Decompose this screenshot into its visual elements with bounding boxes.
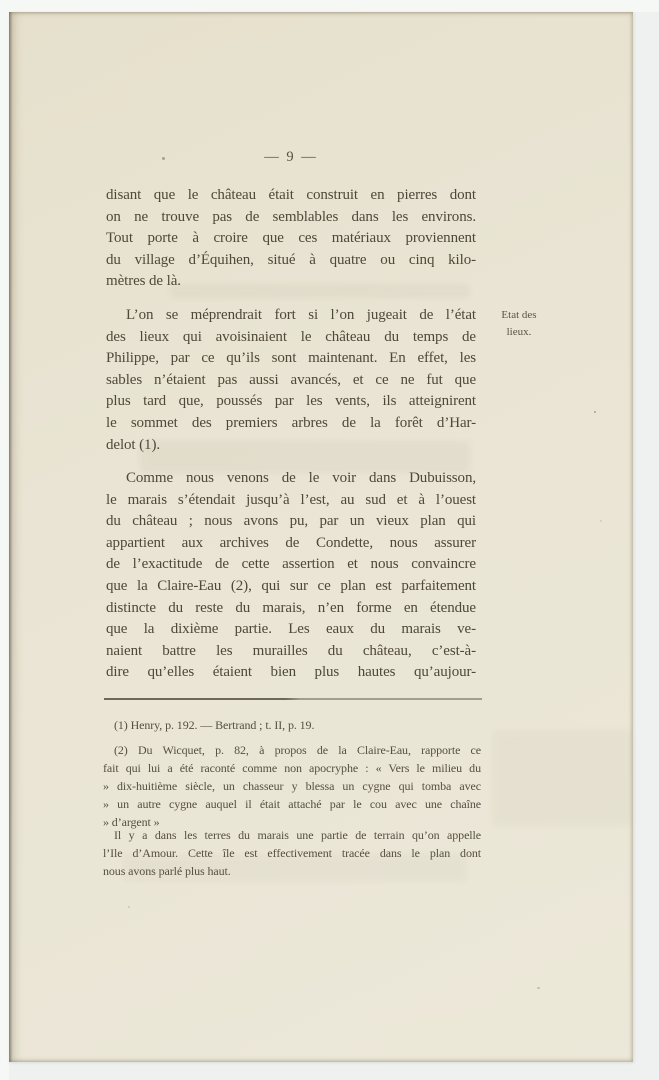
text-line: naient battre les murailles du château, c’est-à- bbox=[106, 642, 476, 659]
paper-speck bbox=[594, 411, 596, 413]
text-line: » d’argent » bbox=[103, 815, 160, 829]
text-line: Etat des bbox=[501, 309, 537, 321]
text-line: le sommet des premiers arbres de la forêt d’Har- bbox=[106, 414, 476, 431]
text-line: dire qu’elles étaient bien plus hautes qu’aujour- bbox=[106, 664, 476, 681]
text-line: nous avons parlé plus haut. bbox=[103, 864, 231, 878]
text-line: » un autre cygne auquel il était attaché par le cou avec une chaîne bbox=[103, 797, 481, 811]
text-line: Tout porte à croire que ces matériaux proviennent bbox=[106, 230, 476, 247]
text-line: le marais s’étendait jusqu’à l’est, au sud et à l’ouest bbox=[106, 491, 476, 508]
scan-top-margin bbox=[0, 0, 659, 12]
text-line: on ne trouve pas de semblables dans les environs. bbox=[106, 208, 476, 225]
text-line: du village d’Équihen, situé à quatre ou cinq kilo- bbox=[106, 251, 476, 268]
paper-speck bbox=[537, 987, 540, 989]
text-line: Philippe, par ce qu’ils sont maintenant. En effet, les bbox=[106, 350, 476, 367]
text-line: que la dixième partie. Les eaux du marais ve- bbox=[106, 621, 476, 638]
text-line: L’on se méprendrait fort si l’on jugeait de l’état bbox=[126, 307, 476, 323]
paragraph-marais bbox=[106, 468, 476, 684]
text-line: (1) Henry, p. 192. — Bertrand ; t. II, p. 19. bbox=[114, 718, 315, 732]
paragraph-etat-des-lieux bbox=[106, 305, 476, 456]
text-line: sables n’étaient pas aussi avancés, et ce ne fut que bbox=[106, 371, 476, 388]
text-line: disant que le château était construit en pierres dont bbox=[106, 187, 476, 203]
margin-note bbox=[490, 307, 548, 340]
text-line: des lieux qui avoisinaient le château du temps de bbox=[106, 328, 476, 345]
paragraph-continuation bbox=[106, 185, 476, 293]
footnote-3 bbox=[103, 826, 481, 880]
text-line: du château ; nous avons pu, par un vieux plan qui bbox=[106, 513, 476, 530]
paper-speck bbox=[600, 520, 602, 522]
text-line: l’Ile d’Amour. Cette île est effectivement tracée dans le plan dont bbox=[103, 846, 481, 860]
text-line: delot (1). bbox=[106, 436, 160, 453]
text-line: lieux. bbox=[506, 325, 532, 338]
text-line: (2) Du Wicquet, p. 82, à propos de la Claire-Eau, rapporte ce bbox=[114, 743, 481, 757]
text-line: fait qui lui a été raconté comme non apocryphe : « Vers le milieu du bbox=[103, 761, 481, 775]
ink-showthrough bbox=[492, 730, 632, 826]
text-line: Comme nous venons de le voir dans Dubuisson, bbox=[126, 470, 476, 486]
text-line: distincte du reste du marais, n’en forme en étendue bbox=[106, 599, 476, 616]
footnote-1 bbox=[103, 716, 481, 734]
text-line: que la Claire-Eau (2), qui sur ce plan est parfaitement bbox=[106, 577, 476, 594]
text-line: appartient aux archives de Condette, nous assurer bbox=[106, 534, 476, 551]
text-line: plus tard que, poussés par les vents, ils atteignirent bbox=[106, 393, 476, 410]
text-line: » dix-huitième siècle, un chasseur y blessa un cygne qui tomba avec bbox=[103, 779, 481, 793]
page-number: — 9 — bbox=[264, 149, 318, 165]
footnote-2 bbox=[103, 741, 481, 831]
scan-left-margin bbox=[0, 0, 9, 1080]
text-line: Il y a dans les terres du marais une partie de terrain qu’on appelle bbox=[114, 828, 481, 842]
paper-speck bbox=[128, 906, 130, 908]
footnote-separator bbox=[104, 698, 482, 700]
text-line: mètres de là. bbox=[106, 273, 181, 290]
text-line: de l’exactitude de cette assertion et nous convaincre bbox=[106, 556, 476, 573]
